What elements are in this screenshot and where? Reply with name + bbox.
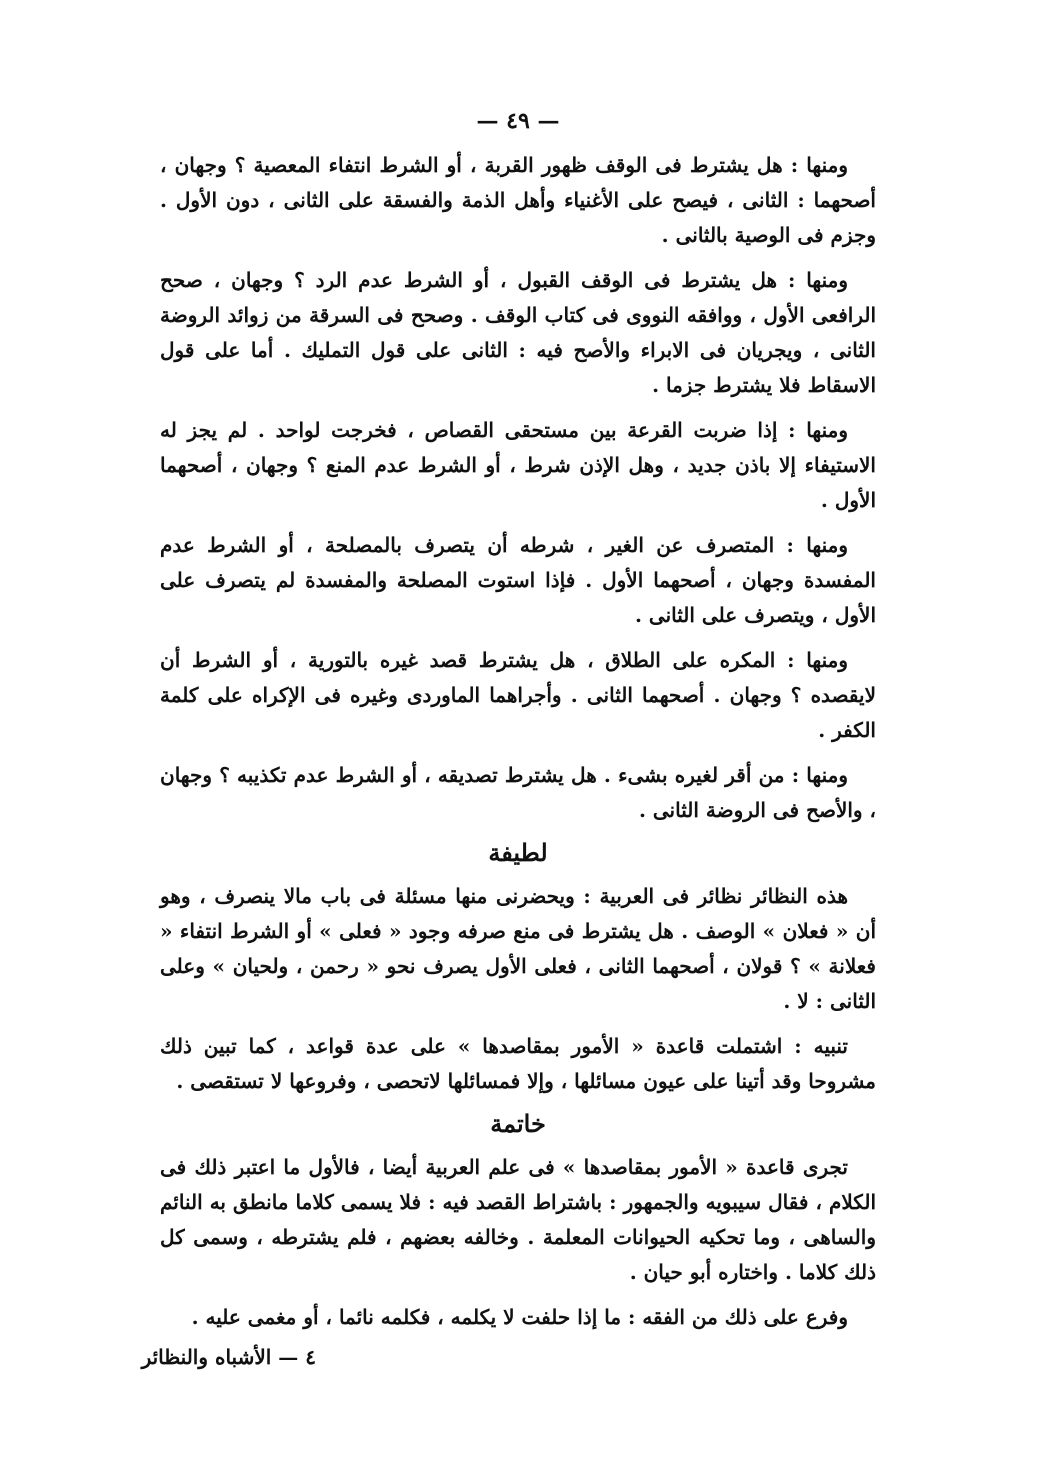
paragraph: وفرع على ذلك من الفقه : ما إذا حلفت لا يكلمه ، فكلمه نائما ، أو مغمى عليه . [191, 1305, 848, 1329]
section-heading-latifa: لطيفة [488, 838, 548, 867]
paragraph: ومنها : إذا ضربت القرعة بين مستحقى القصاص ، فخرجت لواحد . لم يجز له الاستيفاء إلا باذن جديد ، وهل الإذن شرط ، أو الشرط عدم المنع ؟ وجهان ، أصحهما الأول . [160, 418, 876, 512]
paragraph: ومنها : هل يشترط فى الوقف القبول ، أو الشرط عدم الرد ؟ وجهان ، صحح الرافعى الأول ، ووافقه النووى فى كتاب الوقف . وصحح فى السرقة من زوائد الروضة الثانى ، ويجريان فى الابراء والأصح فيه : الثانى على قول التمليك . أما على قول الاسقاط فلا يشترط جزما . [160, 268, 877, 397]
paragraph: ومنها : من أقر لغيره بشىء . هل يشترط تصديقه ، أو الشرط عدم تكذيبه ؟ وجهان ، والأصح فى الروضة الثانى . [160, 763, 876, 822]
paragraph: ومنها : المتصرف عن الغير ، شرطه أن يتصرف بالمصلحة ، أو الشرط عدم المفسدة وجهان ، أصحهما الأول . فإذا استوت المصلحة والمفسدة لم يتصرف على الأول ، ويتصرف على الثانى . [160, 533, 876, 627]
paragraph: ومنها : المكره على الطلاق ، هل يشترط قصد غيره بالتورية ، أو الشرط أن لايقصده ؟ وجهان . أصحهما الثانى . وأجراهما الماوردى وغيره فى الإكراه على كلمة الكفر . [160, 648, 876, 742]
page-content [141, 108, 877, 1369]
paragraph: ومنها : هل يشترط فى الوقف ظهور القربة ، أو الشرط انتفاء المعصية ؟ وجهان ، أصحهما : الثانى ، فيصح على الأغنياء وأهل الذمة والفسقة على الثانى ، دون الأول . وجزم فى الوصية بالثانى . [160, 153, 876, 247]
footer-signature: ٤ — الأشباه والنظائر [141, 1345, 316, 1369]
paragraph: تجرى قاعدة « الأمور بمقاصدها » فى علم العربية أيضا ، فالأول ما اعتبر ذلك فى الكلام ، فقال سيبويه والجمهور : باشتراط القصد فيه : فلا يسمى كلاما مانطق به النائم والساهى ، وما تحكيه الحيوانات المعلمة . وخالفه بعضهم ، فلم يشترطه ، وسمى كل ذلك كلاما . واختاره أبو حيان . [160, 1155, 877, 1284]
paragraph: هذه النظائر نظائر فى العربية : ويحضرنى منها مسئلة فى باب مالا ينصرف ، وهو أن « فعلان » الوصف . هل يشترط فى منع صرفه وجود « فعلى » أو الشرط انتفاء « فعلانة » ؟ قولان ، أصحهما الثانى ، فعلى الأول يصرف نحو « رحمن ، ولحيان » وعلى الثانى : لا . [160, 884, 876, 1013]
page-number: — ٤٩ — [476, 108, 560, 134]
paragraph: تنبيه : اشتملت قاعدة « الأمور بمقاصدها » على عدة قواعد ، كما تبين ذلك مشروحا وقد أتينا على عيون مسائلها ، وإلا فمسائلها لاتحصى ، وفروعها لا تستقصى . [160, 1034, 876, 1093]
section-heading-khatima: خاتمة [490, 1109, 546, 1138]
